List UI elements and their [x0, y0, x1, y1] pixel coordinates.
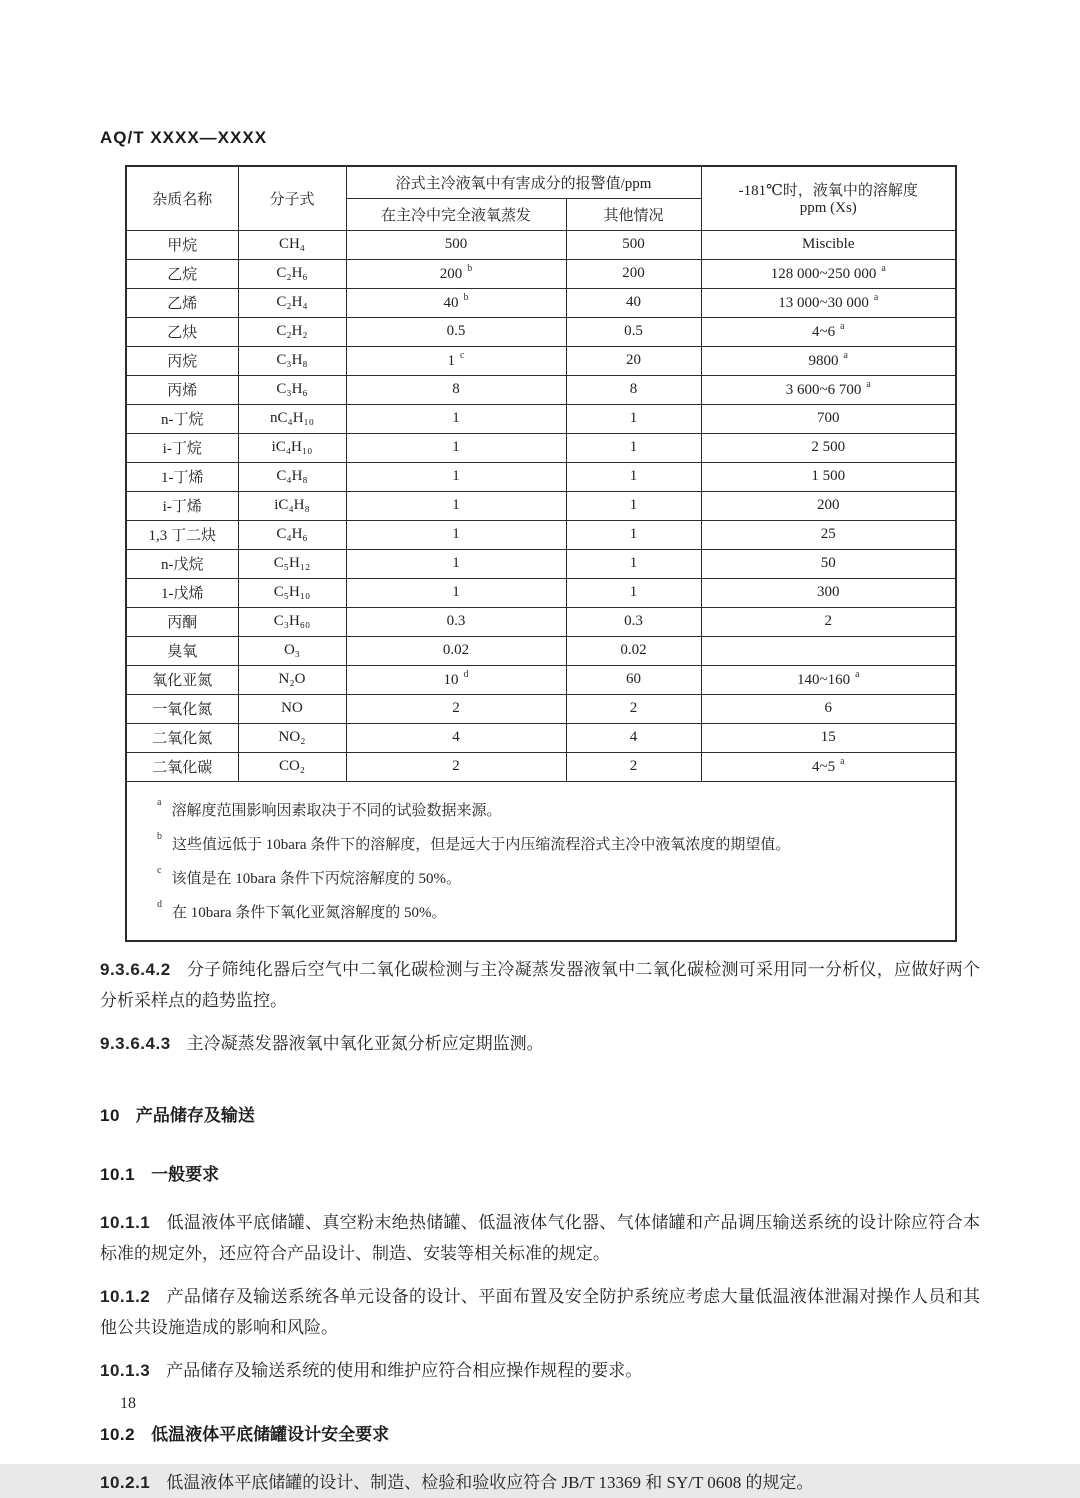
cell-evap-value: 1 $^c$	[346, 346, 566, 375]
cell-solubility-value: 700	[701, 404, 956, 433]
cell-solubility-value: 1 500	[701, 462, 956, 491]
cell-other-value: 1	[566, 404, 701, 433]
clause-number: 10.1.2	[100, 1286, 151, 1306]
doc-number: AQ/T XXXX—XXXX	[100, 128, 268, 147]
header-other: 其他情况	[566, 198, 701, 230]
cell-other-value: 0.02	[566, 636, 701, 665]
cell-impurity-name: 氧化亚氮	[126, 665, 238, 694]
section-number: 10	[100, 1105, 120, 1125]
cell-impurity-name: n-戊烷	[126, 549, 238, 578]
table-row	[126, 288, 956, 317]
cell-solubility-value: 128 000~250 000 $^a$	[701, 259, 956, 288]
cell-other-value: 4	[566, 723, 701, 752]
cell-formula: NO₂	[238, 723, 346, 752]
cell-formula: C₄H₈	[238, 462, 346, 491]
cell-impurity-name: 丙酮	[126, 607, 238, 636]
section-title: 产品储存及输送	[135, 1105, 255, 1125]
cell-evap-value: 0.5	[346, 317, 566, 346]
cell-solubility-value: 13 000~30 000 $^a$	[701, 288, 956, 317]
cell-evap-value: 1	[346, 520, 566, 549]
cell-solubility-value: 9800 $^a$	[701, 346, 956, 375]
cell-formula: C₂H₂	[238, 317, 346, 346]
cell-other-value: 1	[566, 462, 701, 491]
cell-solubility-value: Miscible	[701, 230, 956, 259]
cell-other-value: 200	[566, 259, 701, 288]
cell-formula: C₂H₆	[238, 259, 346, 288]
cell-other-value: 1	[566, 578, 701, 607]
page-number: 18	[120, 1395, 136, 1412]
cell-solubility-value: 3 600~6 700 $^a$	[701, 375, 956, 404]
table-row	[126, 317, 956, 346]
cell-evap-value: 1	[346, 549, 566, 578]
cell-formula: C₄H₆	[238, 520, 346, 549]
section-number: 10.2	[100, 1424, 136, 1444]
cell-other-value: 500	[566, 230, 701, 259]
cell-impurity-name: 乙烷	[126, 259, 238, 288]
cell-solubility-value: 6	[701, 694, 956, 723]
cell-impurity-name: i-丁烷	[126, 433, 238, 462]
cell-impurity-name: 二氧化碳	[126, 752, 238, 781]
table-row	[126, 375, 956, 404]
impurity-table	[125, 165, 957, 942]
cell-evap-value: 200 $^b$	[346, 259, 566, 288]
clause-number: 9.3.6.4.3	[100, 1033, 171, 1053]
cell-impurity-name: 甲烷	[126, 230, 238, 259]
clause-text: 产品储存及输送系统各单元设备的设计、平面布置及安全防护系统应考虑大量低温液体泄漏对操作人员和其他公共设施造成的影响和风险。	[100, 1286, 980, 1337]
table-row	[126, 462, 956, 491]
clause-text: 低温液体平底储罐、真空粉末绝热储罐、低温液体气化器、气体储罐和产品调压输送系统的设计除应符合本标准的规定外，还应符合产品设计、制造、安装等相关标准的规定。	[100, 1212, 980, 1263]
footnote-line: $^c$该值是在 10bara 条件下丙烷溶解度的 50%。	[157, 864, 462, 887]
clause-text: 分子筛纯化器后空气中二氧化碳检测与主冷凝蒸发器液氧中二氧化碳检测可采用同一分析仪，应做好两个分析采样点的趋势监控。	[100, 959, 980, 1010]
cell-solubility-value: 4~5 $^a$	[701, 752, 956, 781]
cell-evap-value: 40 $^b$	[346, 288, 566, 317]
cell-other-value: 40	[566, 288, 701, 317]
cell-solubility-value: 200	[701, 491, 956, 520]
footnote-cell	[126, 781, 956, 941]
section-10-2-heading	[100, 1420, 980, 1445]
cell-other-value: 60	[566, 665, 701, 694]
section-10-heading	[100, 1101, 980, 1126]
cell-evap-value: 1	[346, 491, 566, 520]
cell-formula: CO₂	[238, 752, 346, 781]
clause-text: 产品储存及输送系统的使用和维护应符合相应操作规程的要求。	[166, 1360, 643, 1380]
cell-other-value: 8	[566, 375, 701, 404]
clause-text: 低温液体平底储罐的设计、制造、检验和验收应符合 JB/T 13369 和 SY/T 0608 的规定。	[166, 1472, 814, 1492]
header-alarm-group: 浴式主冷液氧中有害成分的报警值/ppm	[346, 166, 701, 198]
table-row	[126, 578, 956, 607]
clause-9-3-6-4-3	[100, 1028, 980, 1059]
header-solubility-line1: -181℃时，液氧中的溶解度	[738, 183, 918, 200]
page-content	[100, 128, 980, 1498]
section-number: 10.1	[100, 1164, 136, 1184]
cell-impurity-name: 丙烯	[126, 375, 238, 404]
cell-impurity-name: i-丁烯	[126, 491, 238, 520]
cell-evap-value: 4	[346, 723, 566, 752]
cell-formula: N₂O	[238, 665, 346, 694]
cell-other-value: 0.5	[566, 317, 701, 346]
table-row	[126, 520, 956, 549]
clause-text: 主冷凝蒸发器液氧中氧化亚氮分析应定期监测。	[186, 1033, 544, 1053]
table-row	[126, 607, 956, 636]
clause-10-1-3	[100, 1355, 980, 1386]
cell-evap-value: 1	[346, 404, 566, 433]
cell-impurity-name: 1,3 丁二炔	[126, 520, 238, 549]
table-row	[126, 694, 956, 723]
cell-evap-value: 1	[346, 578, 566, 607]
cell-formula: C₅H₁₂	[238, 549, 346, 578]
header-formula: 分子式	[238, 166, 346, 230]
cell-evap-value: 500	[346, 230, 566, 259]
cell-other-value: 2	[566, 752, 701, 781]
clause-number: 10.1.3	[100, 1360, 151, 1380]
cell-solubility-value: 4~6 $^a$	[701, 317, 956, 346]
cell-impurity-name: 1-丁烯	[126, 462, 238, 491]
cell-impurity-name: n-丁烷	[126, 404, 238, 433]
cell-evap-value: 10 $^d$	[346, 665, 566, 694]
cell-solubility-value: 300	[701, 578, 956, 607]
header-evap: 在主冷中完全液氧蒸发	[346, 198, 566, 230]
header-solubility-line2: ppm (Xs)	[799, 200, 857, 217]
cell-impurity-name: 丙烷	[126, 346, 238, 375]
table-row	[126, 636, 956, 665]
table-row	[126, 346, 956, 375]
cell-impurity-name: 二氧化氮	[126, 723, 238, 752]
cell-solubility-value: 25	[701, 520, 956, 549]
cell-evap-value: 1	[346, 433, 566, 462]
cell-other-value: 0.3	[566, 607, 701, 636]
table-row	[126, 433, 956, 462]
cell-impurity-name: 一氧化氮	[126, 694, 238, 723]
clause-number: 10.1.1	[100, 1212, 151, 1232]
footnote-line: $^a$溶解度范围影响因素取决于不同的试验数据来源。	[157, 796, 502, 819]
table-row	[126, 549, 956, 578]
cell-formula: iC₄H₈	[238, 491, 346, 520]
table-row	[126, 259, 956, 288]
clause-10-1-1	[100, 1207, 980, 1269]
cell-impurity-name: 乙烯	[126, 288, 238, 317]
cell-formula: NO	[238, 694, 346, 723]
table-row	[126, 230, 956, 259]
section-title: 一般要求	[151, 1164, 220, 1184]
clause-9-3-6-4-2	[100, 954, 980, 1016]
table-row	[126, 404, 956, 433]
cell-solubility-value: 15	[701, 723, 956, 752]
cell-formula: nC₄H₁₀	[238, 404, 346, 433]
cell-formula: C₃H₆	[238, 375, 346, 404]
cell-other-value: 1	[566, 520, 701, 549]
cell-formula: iC₄H₁₀	[238, 433, 346, 462]
cell-other-value: 20	[566, 346, 701, 375]
cell-impurity-name: 1-戊烯	[126, 578, 238, 607]
table-row	[126, 491, 956, 520]
cell-formula: C₃H₈	[238, 346, 346, 375]
header-solubility	[701, 166, 956, 230]
cell-solubility-value: 50	[701, 549, 956, 578]
cell-impurity-name: 乙炔	[126, 317, 238, 346]
cell-formula: C₂H₄	[238, 288, 346, 317]
cell-evap-value: 0.3	[346, 607, 566, 636]
clause-number: 10.2.1	[100, 1472, 151, 1492]
cell-solubility-value	[701, 636, 956, 665]
table-row	[126, 665, 956, 694]
cell-formula: CH₄	[238, 230, 346, 259]
cell-other-value: 1	[566, 491, 701, 520]
section-10-1-heading	[100, 1160, 980, 1185]
cell-other-value: 2	[566, 694, 701, 723]
cell-evap-value: 2	[346, 752, 566, 781]
table-body	[126, 230, 956, 781]
clause-10-1-2	[100, 1281, 980, 1343]
header-impurity-name: 杂质名称	[126, 166, 238, 230]
table-row	[126, 752, 956, 781]
cell-formula: C₃H₆₀	[238, 607, 346, 636]
clause-number: 9.3.6.4.2	[100, 959, 171, 979]
cell-evap-value: 0.02	[346, 636, 566, 665]
clause-10-2-1	[100, 1467, 980, 1498]
cell-evap-value: 8	[346, 375, 566, 404]
cell-solubility-value: 2 500	[701, 433, 956, 462]
footnote-line: $^b$这些值远低于 10bara 条件下的溶解度，但是远大于内压缩流程浴式主冷中液氧浓度的期望值。	[157, 830, 791, 853]
table-header	[126, 166, 956, 230]
cell-evap-value: 1	[346, 462, 566, 491]
cell-impurity-name: 臭氧	[126, 636, 238, 665]
cell-other-value: 1	[566, 433, 701, 462]
cell-formula: C₅H₁₀	[238, 578, 346, 607]
cell-other-value: 1	[566, 549, 701, 578]
cell-solubility-value: 2	[701, 607, 956, 636]
cell-formula: O₃	[238, 636, 346, 665]
section-title: 低温液体平底储罐设计安全要求	[151, 1424, 390, 1444]
table-footnotes	[126, 781, 956, 941]
table-row	[126, 723, 956, 752]
cell-solubility-value: 140~160 $^a$	[701, 665, 956, 694]
cell-evap-value: 2	[346, 694, 566, 723]
footnote-line: $^d$在 10bara 条件下氧化亚氮溶解度的 50%。	[157, 898, 447, 921]
